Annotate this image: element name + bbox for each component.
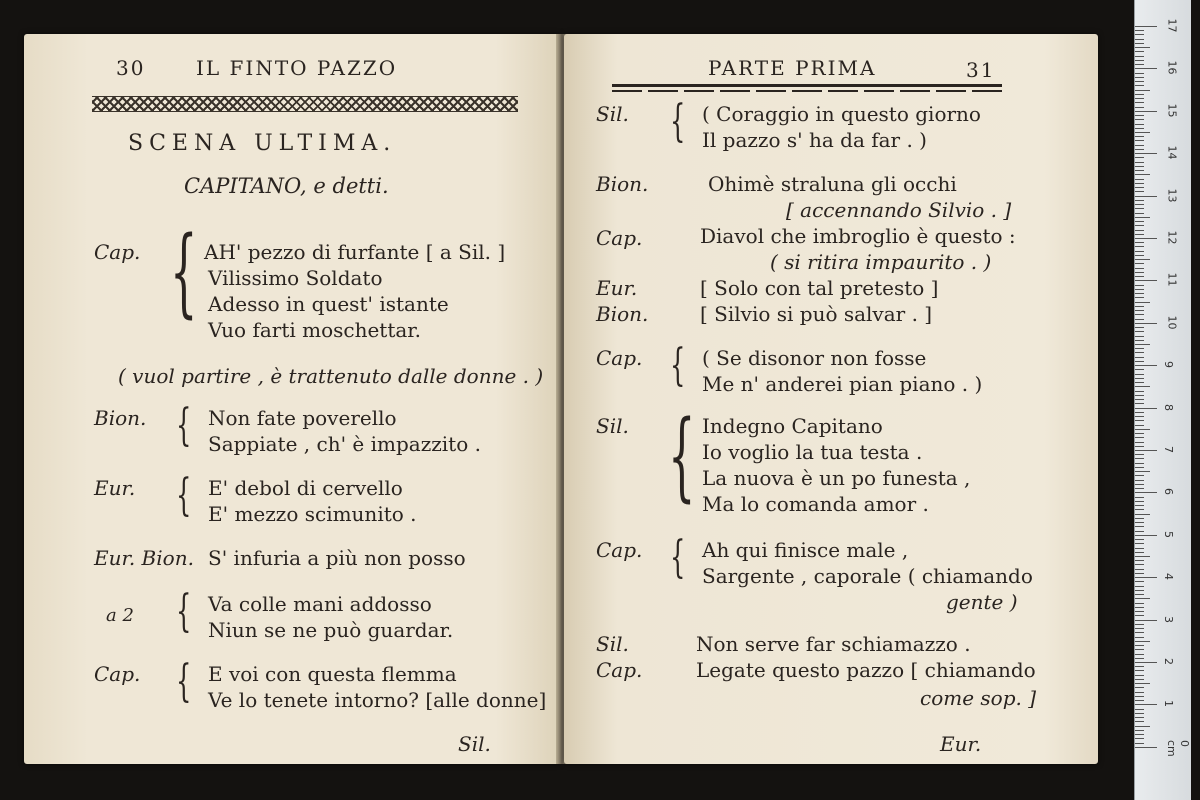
ruler-tick xyxy=(1135,124,1144,125)
verse-line: S' infuria a più non posso xyxy=(208,546,466,570)
ruler-tick xyxy=(1135,598,1150,599)
ruler-tick xyxy=(1135,425,1144,426)
ruler-tick xyxy=(1135,246,1144,247)
verse-line: Niun se ne può guardar. xyxy=(208,618,454,642)
ruler-tick xyxy=(1135,140,1144,141)
ruler-tick xyxy=(1135,514,1150,515)
ruler-label: 4 xyxy=(1162,573,1175,581)
ruler-tick xyxy=(1135,603,1144,604)
measurement-ruler xyxy=(1134,0,1191,800)
brace-icon: { xyxy=(668,400,696,512)
ruler-tick xyxy=(1135,200,1144,201)
verse-line: Sargente , caporale ( chiamando xyxy=(702,564,1033,588)
verse-line: [ Silvio si può salvar . ] xyxy=(700,302,933,326)
catchword: Eur. xyxy=(940,732,982,756)
scene-title: SCENA ULTIMA. xyxy=(128,131,397,156)
ruler-label: 0 cm xyxy=(1165,739,1191,757)
ruler-tick xyxy=(1135,310,1144,311)
ruler-label: 9 xyxy=(1162,361,1175,369)
ruler-tick xyxy=(1135,94,1144,95)
ruler-tick xyxy=(1135,480,1144,481)
ruler-label: 8 xyxy=(1162,403,1175,411)
stage-direction: ( vuol partire , è trattenuto dalle donne . ) xyxy=(118,364,544,388)
verse-line: La nuova è un po funesta , xyxy=(702,466,971,490)
ruler-tick xyxy=(1135,369,1144,370)
ruler-tick xyxy=(1135,348,1144,349)
speaker-label: Eur. Bion. xyxy=(94,546,194,570)
ruler-tick xyxy=(1135,51,1144,52)
ruler-tick xyxy=(1135,276,1144,277)
brace-icon: { xyxy=(670,340,686,391)
verse-line: Diavol che imbroglio è questo : xyxy=(700,224,1016,248)
ruler-tick xyxy=(1135,26,1157,27)
left-page-number: 30 xyxy=(116,56,146,80)
verse-line: Vilissimo Soldato xyxy=(208,266,383,290)
ruler-tick xyxy=(1135,505,1144,506)
stage-direction: ( si ritira impaurito . ) xyxy=(770,250,992,274)
ruler-tick xyxy=(1135,39,1144,40)
ruler-tick xyxy=(1135,272,1144,273)
ruler-tick xyxy=(1135,670,1144,671)
ruler-tick xyxy=(1135,378,1144,379)
ruler-tick xyxy=(1135,81,1144,82)
scene-characters: CAPITANO, e detti. xyxy=(184,174,389,198)
ruler-tick xyxy=(1135,365,1157,366)
brace-icon: { xyxy=(176,400,192,451)
right-page-number: 31 xyxy=(966,58,996,82)
ruler-tick xyxy=(1135,662,1157,663)
ruler-label: 7 xyxy=(1162,446,1175,453)
right-running-title: PARTE PRIMA xyxy=(708,56,877,80)
ruler-label: 5 xyxy=(1162,530,1175,538)
ruler-tick xyxy=(1135,509,1144,510)
ruler-tick xyxy=(1135,306,1144,307)
ruler-tick xyxy=(1135,734,1144,735)
ruler-tick xyxy=(1135,458,1144,459)
ruler-tick xyxy=(1135,730,1144,731)
ruler-tick xyxy=(1135,395,1144,396)
speaker-label: Cap. xyxy=(596,538,643,562)
ruler-tick xyxy=(1135,492,1157,493)
ruler-tick xyxy=(1135,145,1144,146)
stage-direction: gente ) xyxy=(946,590,1018,614)
speaker-label: Cap. xyxy=(596,346,643,370)
brace-icon: { xyxy=(670,96,686,147)
verse-line: ( Coraggio in questo giorno xyxy=(702,102,981,126)
ruler-tick xyxy=(1135,285,1144,286)
ruler-tick xyxy=(1135,149,1144,150)
brace-icon: { xyxy=(170,216,198,328)
ruler-tick xyxy=(1135,60,1144,61)
ruler-tick xyxy=(1135,251,1144,252)
ruler-tick xyxy=(1135,293,1144,294)
ruler-tick xyxy=(1135,56,1144,57)
ruler-tick xyxy=(1135,429,1150,430)
ruler-tick xyxy=(1135,90,1150,91)
verse-line: Me n' anderei pian piano . ) xyxy=(702,372,983,396)
stage-direction: come sop. ] xyxy=(920,686,1037,710)
verse-line: Indegno Capitano xyxy=(702,414,883,438)
speaker-label: Sil. xyxy=(596,632,629,656)
ruler-tick xyxy=(1135,738,1144,739)
ruler-tick xyxy=(1135,683,1150,684)
verse-line: E' mezzo scimunito . xyxy=(208,502,417,526)
ruler-tick xyxy=(1135,204,1144,205)
ruler-tick xyxy=(1135,166,1144,167)
ruler-tick xyxy=(1135,111,1157,112)
ruler-tick xyxy=(1135,208,1144,209)
ruler-tick xyxy=(1135,450,1157,451)
ruler-tick xyxy=(1135,433,1144,434)
ruler-tick xyxy=(1135,637,1144,638)
speaker-label: Bion. xyxy=(94,406,147,430)
brace-icon: { xyxy=(670,532,686,583)
ruler-tick xyxy=(1135,687,1144,688)
ruler-tick xyxy=(1135,743,1144,744)
ruler-tick xyxy=(1135,280,1157,281)
ruler-label: 14 xyxy=(1165,145,1179,160)
verse-line: Sappiate , ch' è impazzito . xyxy=(208,432,481,456)
ruler-tick xyxy=(1135,649,1144,650)
ruler-label: 15 xyxy=(1165,103,1179,118)
ruler-tick xyxy=(1135,454,1144,455)
ruler-tick xyxy=(1135,302,1150,303)
ruler-tick xyxy=(1135,153,1157,154)
ruler-tick xyxy=(1135,518,1144,519)
catchword: Sil. xyxy=(458,732,491,756)
verse-line: Adesso in quest' istante xyxy=(208,292,449,316)
ruler-tick xyxy=(1135,128,1144,129)
ruler-tick xyxy=(1135,64,1144,65)
ruler-tick xyxy=(1135,700,1144,701)
ruler-label: 16 xyxy=(1165,60,1179,75)
verse-line: Il pazzo s' ha da far . ) xyxy=(702,128,927,152)
verse-line: Ma lo comanda amor . xyxy=(702,492,929,516)
ruler-tick xyxy=(1135,412,1144,413)
ruler-tick xyxy=(1135,488,1144,489)
ruler-tick xyxy=(1135,382,1144,383)
verse-line: [ Solo con tal pretesto ] xyxy=(700,276,939,300)
verse-line: Vuo farti moschettar. xyxy=(208,318,422,342)
ruler-tick xyxy=(1135,327,1144,328)
ruler-tick xyxy=(1135,535,1157,536)
verse-line: Legate questo pazzo [ chiamando xyxy=(696,658,1036,682)
ruler-tick xyxy=(1135,259,1150,260)
ruler-tick xyxy=(1135,119,1144,120)
ruler-tick xyxy=(1135,577,1157,578)
ruler-tick xyxy=(1135,675,1144,676)
ruler-tick xyxy=(1135,408,1157,409)
ruler-tick xyxy=(1135,289,1144,290)
ruler-tick xyxy=(1135,692,1144,693)
ruler-tick xyxy=(1135,255,1144,256)
ruler-tick xyxy=(1135,391,1144,392)
verse-line: E voi con questa flemma xyxy=(208,662,457,686)
brace-icon: { xyxy=(176,470,192,521)
ruler-tick xyxy=(1135,107,1144,108)
ruler-tick xyxy=(1135,666,1144,667)
ruler-tick xyxy=(1135,475,1144,476)
ruler-tick xyxy=(1135,721,1144,722)
ruler-tick xyxy=(1135,268,1144,269)
speaker-label: Cap. xyxy=(596,226,643,250)
speaker-label: Sil. xyxy=(596,102,629,126)
ruler-tick xyxy=(1135,569,1144,570)
verse-line: Ve lo tenete intorno? [alle donne] xyxy=(208,688,547,712)
ruler-tick xyxy=(1135,564,1144,565)
ruler-tick xyxy=(1135,573,1144,574)
header-rule-secondary xyxy=(612,90,1002,92)
stage-direction: [ accennando Silvio . ] xyxy=(786,198,1012,222)
ruler-tick xyxy=(1135,539,1144,540)
speaker-label: Bion. xyxy=(596,302,649,326)
ruler-label: 6 xyxy=(1162,488,1175,496)
ruler-tick xyxy=(1135,437,1144,438)
verse-line: E' debol di cervello xyxy=(208,476,403,500)
ruler-tick xyxy=(1135,548,1144,549)
ruler-tick xyxy=(1135,386,1150,387)
ruler-tick xyxy=(1135,611,1144,612)
ruler-tick xyxy=(1135,43,1144,44)
ruler-tick xyxy=(1135,471,1150,472)
ruler-tick xyxy=(1135,323,1157,324)
ornament-divider xyxy=(92,96,518,112)
ruler-tick xyxy=(1135,556,1150,557)
ruler-tick xyxy=(1135,319,1144,320)
ruler-tick xyxy=(1135,560,1144,561)
ruler-tick xyxy=(1135,531,1144,532)
ruler-tick xyxy=(1135,361,1144,362)
ruler-tick xyxy=(1135,624,1144,625)
ruler-tick xyxy=(1135,47,1150,48)
ruler-tick xyxy=(1135,352,1144,353)
verse-line: Ohimè straluna gli occhi xyxy=(708,172,957,196)
ruler-tick xyxy=(1135,162,1144,163)
ruler-label: 1 xyxy=(1162,700,1175,708)
ruler-tick xyxy=(1135,242,1144,243)
ruler-tick xyxy=(1135,230,1144,231)
ruler-tick xyxy=(1135,115,1144,116)
ruler-label: 12 xyxy=(1165,230,1179,245)
header-rule xyxy=(612,84,1002,87)
ruler-tick xyxy=(1135,34,1144,35)
ruler-tick xyxy=(1135,581,1144,582)
speaker-label: Eur. xyxy=(94,476,136,500)
ruler-tick xyxy=(1135,132,1150,133)
ruler-tick xyxy=(1135,586,1144,587)
ruler-tick xyxy=(1135,654,1144,655)
ruler-tick xyxy=(1135,484,1144,485)
ruler-tick xyxy=(1135,594,1144,595)
brace-icon: { xyxy=(176,656,192,707)
ruler-tick xyxy=(1135,615,1144,616)
ruler-tick xyxy=(1135,225,1144,226)
ruler-label: 17 xyxy=(1165,18,1179,33)
speaker-label: a 2 xyxy=(106,605,134,626)
ruler-tick xyxy=(1135,704,1157,705)
ruler-tick xyxy=(1135,336,1144,337)
ruler-tick xyxy=(1135,187,1144,188)
ruler-tick xyxy=(1135,30,1144,31)
ruler-tick xyxy=(1135,696,1144,697)
ruler-tick xyxy=(1135,420,1144,421)
verse-line: Ah qui finisce male , xyxy=(702,538,909,562)
ruler-tick xyxy=(1135,607,1144,608)
speaker-label: Sil. xyxy=(596,414,629,438)
ruler-tick xyxy=(1135,374,1144,375)
ruler-tick xyxy=(1135,416,1144,417)
ruler-tick xyxy=(1135,620,1157,621)
ruler-tick xyxy=(1135,314,1144,315)
ruler-tick xyxy=(1135,85,1144,86)
ruler-label: 10 xyxy=(1165,315,1179,330)
ruler-tick xyxy=(1135,446,1144,447)
ruler-tick xyxy=(1135,234,1144,235)
ruler-tick xyxy=(1135,497,1144,498)
speaker-label: Cap. xyxy=(596,658,643,682)
speaker-label: Bion. xyxy=(596,172,649,196)
ruler-tick xyxy=(1135,467,1144,468)
ruler-tick xyxy=(1135,174,1150,175)
ruler-tick xyxy=(1135,191,1144,192)
speaker-label: Cap. xyxy=(94,662,141,686)
ruler-tick xyxy=(1135,632,1144,633)
speaker-label: Eur. xyxy=(596,276,638,300)
ruler-label: 13 xyxy=(1165,188,1179,203)
verse-line: Non serve far schiamazzo . xyxy=(696,632,971,656)
verse-line: Non fate poverello xyxy=(208,406,397,430)
ruler-tick xyxy=(1135,747,1157,748)
verse-line: Va colle mani addosso xyxy=(208,592,432,616)
ruler-tick xyxy=(1135,357,1144,358)
verse-line: ( Se disonor non fosse xyxy=(702,346,927,370)
ruler-tick xyxy=(1135,526,1144,527)
speaker-label: Cap. xyxy=(94,240,141,264)
left-running-title: IL FINTO PAZZO xyxy=(196,56,398,80)
ruler-tick xyxy=(1135,403,1144,404)
ruler-tick xyxy=(1135,170,1144,171)
ruler-tick xyxy=(1135,136,1144,137)
ruler-tick xyxy=(1135,726,1150,727)
ruler-tick xyxy=(1135,297,1144,298)
ruler-tick xyxy=(1135,645,1144,646)
ruler-tick xyxy=(1135,552,1144,553)
ruler-tick xyxy=(1135,263,1144,264)
ruler-tick xyxy=(1135,717,1144,718)
ruler-tick xyxy=(1135,713,1144,714)
ruler-label: 3 xyxy=(1162,615,1175,623)
ruler-tick xyxy=(1135,344,1150,345)
ruler-tick xyxy=(1135,196,1157,197)
ruler-tick xyxy=(1135,331,1144,332)
ruler-tick xyxy=(1135,463,1144,464)
ruler-tick xyxy=(1135,658,1144,659)
ruler-tick xyxy=(1135,77,1144,78)
ruler-tick xyxy=(1135,217,1150,218)
ruler-tick xyxy=(1135,157,1144,158)
ruler-tick xyxy=(1135,179,1144,180)
ruler-tick xyxy=(1135,213,1144,214)
ruler-tick xyxy=(1135,641,1150,642)
ruler-tick xyxy=(1135,709,1144,710)
ruler-tick xyxy=(1135,543,1144,544)
verse-line: AH' pezzo di furfante [ a Sil. ] xyxy=(204,240,506,264)
ruler-tick xyxy=(1135,679,1144,680)
ruler-tick xyxy=(1135,68,1157,69)
ruler-tick xyxy=(1135,98,1144,99)
ruler-label: 11 xyxy=(1165,272,1179,287)
ruler-tick xyxy=(1135,501,1144,502)
ruler-tick xyxy=(1135,628,1144,629)
ruler-tick xyxy=(1135,73,1144,74)
ruler-tick xyxy=(1135,522,1144,523)
brace-icon: { xyxy=(176,586,192,637)
ruler-label: 2 xyxy=(1162,658,1175,665)
ruler-tick xyxy=(1135,102,1144,103)
ruler-tick xyxy=(1135,590,1144,591)
verse-line: Io voglio la tua testa . xyxy=(702,440,923,464)
ruler-tick xyxy=(1135,238,1157,239)
ruler-tick xyxy=(1135,183,1144,184)
ruler-tick xyxy=(1135,399,1144,400)
ruler-tick xyxy=(1135,340,1144,341)
ruler-tick xyxy=(1135,221,1144,222)
ruler-tick xyxy=(1135,442,1144,443)
